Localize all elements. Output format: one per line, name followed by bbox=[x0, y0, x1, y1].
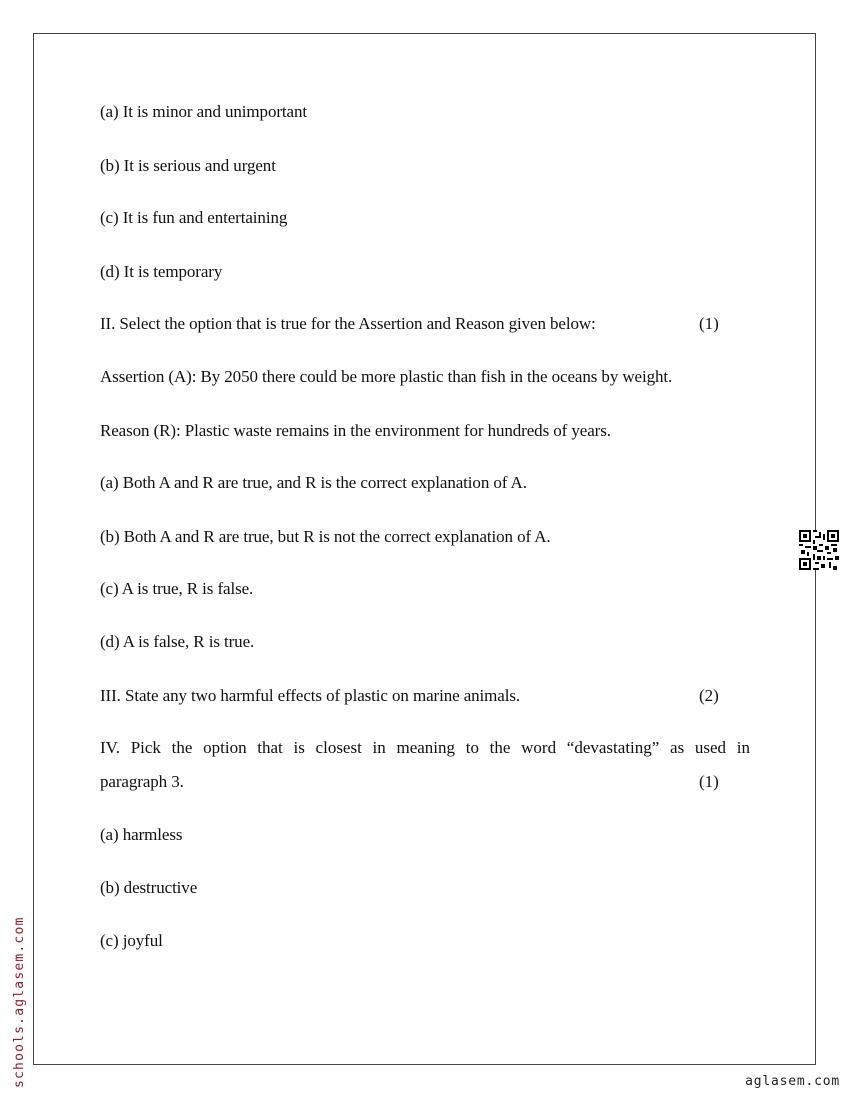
corner-watermark: aglasem.com bbox=[745, 1074, 840, 1089]
q2-option-a: (a) Both A and R are true, and R is the correct explanation of A. bbox=[100, 473, 527, 492]
q4-option-c: (c) joyful bbox=[100, 931, 163, 950]
q4-marks: (1) bbox=[699, 772, 719, 791]
q2-assertion: Assertion (A): By 2050 there could be more plastic than fish in the oceans by weight. bbox=[100, 367, 673, 386]
prev-option-c: (c) It is fun and entertaining bbox=[100, 208, 288, 227]
side-watermark: schools.aglasem.com bbox=[12, 916, 27, 1088]
q2-option-c: (c) A is true, R is false. bbox=[100, 579, 254, 598]
q3-marks: (2) bbox=[699, 686, 719, 705]
page-border bbox=[33, 33, 816, 1065]
q2-marks: (1) bbox=[699, 314, 719, 333]
prev-option-d: (d) It is temporary bbox=[100, 262, 223, 281]
q4-option-b: (b) destructive bbox=[100, 878, 198, 897]
prev-option-b: (b) It is serious and urgent bbox=[100, 156, 276, 175]
q3-question: III. State any two harmful effects of plastic on marine animals. bbox=[100, 686, 521, 705]
q4-question-line2: paragraph 3. bbox=[100, 772, 184, 791]
q2-option-b: (b) Both A and R are true, but R is not the correct explanation of A. bbox=[100, 527, 551, 546]
q2-option-d: (d) A is false, R is true. bbox=[100, 632, 255, 651]
qr-code bbox=[799, 530, 839, 570]
q2-question: II. Select the option that is true for the Assertion and Reason given below: bbox=[100, 314, 596, 333]
q4-question-line1: IV. Pick the option that is closest in meaning to the word “devastating” as used in bbox=[100, 738, 750, 757]
prev-option-a: (a) It is minor and unimportant bbox=[100, 102, 307, 121]
q2-reason: Reason (R): Plastic waste remains in the environment for hundreds of years. bbox=[100, 421, 611, 440]
q4-option-a: (a) harmless bbox=[100, 825, 183, 844]
